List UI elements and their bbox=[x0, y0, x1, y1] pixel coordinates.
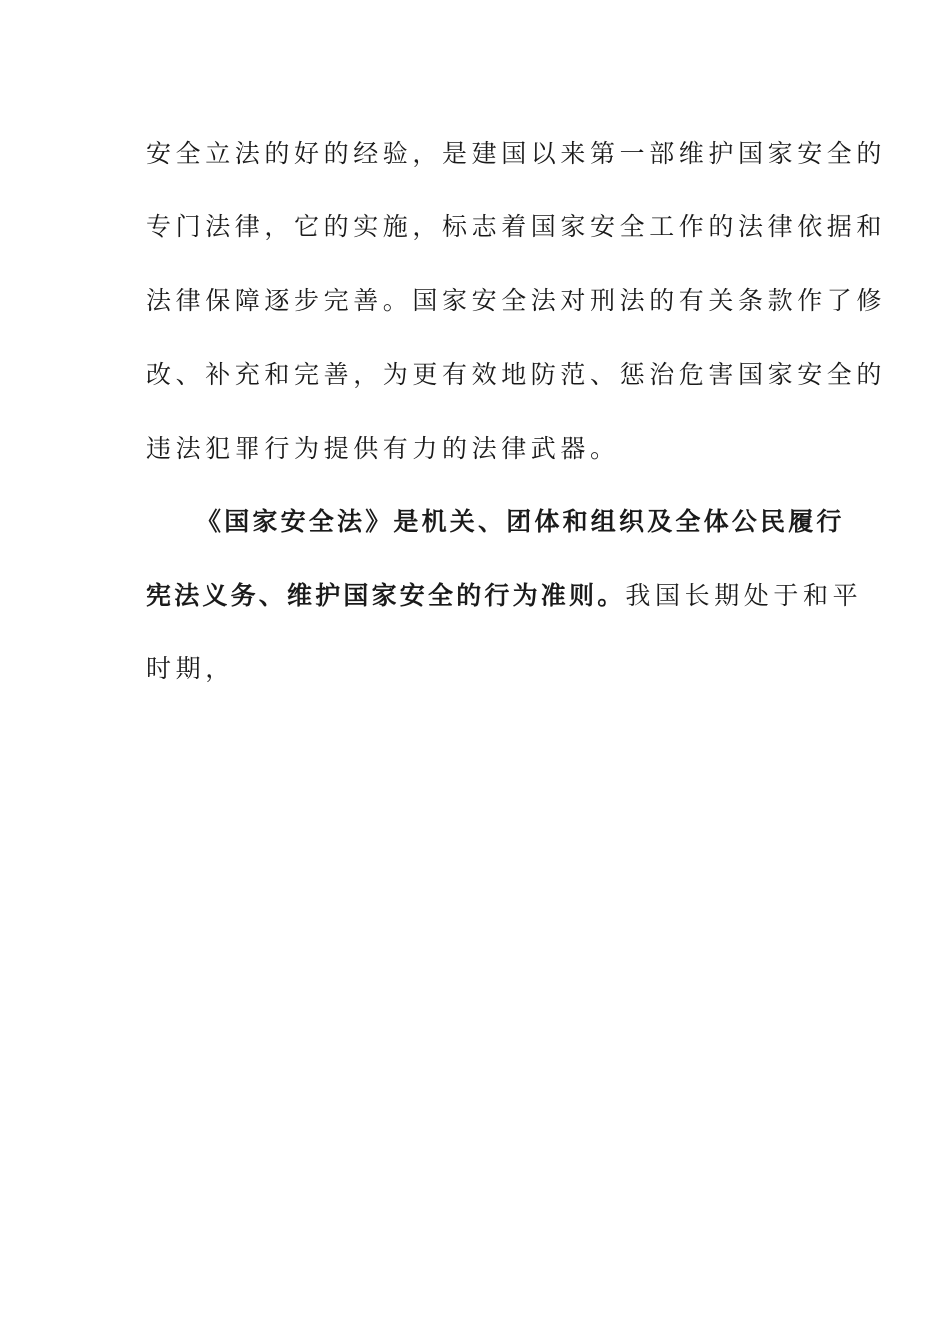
paragraph-2-line-2-bold: 宪法义务、维护国家安全的行为准则。 bbox=[146, 581, 626, 610]
paragraph-1-line-4: 改、补充和完善，为更有效地防范、惩治危害国家安全的 bbox=[146, 360, 887, 389]
paragraph-2-line-2-normal: 我国长期处于和平 bbox=[625, 581, 863, 610]
paragraph-1-line-5: 违法犯罪行为提供有力的法律武器。 bbox=[146, 434, 620, 463]
paragraph-2-line-2 bbox=[146, 580, 862, 612]
paragraph-2-line-3: 时期， bbox=[146, 654, 235, 683]
paragraph-2-line-1-bold: 《国家安全法》是机关、团体和组织及全体公民履行 bbox=[196, 507, 845, 536]
paragraph-1-line-2: 专门法律，它的实施，标志着国家安全工作的法律依据和 bbox=[146, 212, 887, 241]
paragraph-1-line-1: 安全立法的好的经验，是建国以来第一部维护国家安全的 bbox=[146, 139, 887, 168]
paragraph-1-line-3: 法律保障逐步完善。国家安全法对刑法的有关条款作了修 bbox=[146, 286, 887, 315]
